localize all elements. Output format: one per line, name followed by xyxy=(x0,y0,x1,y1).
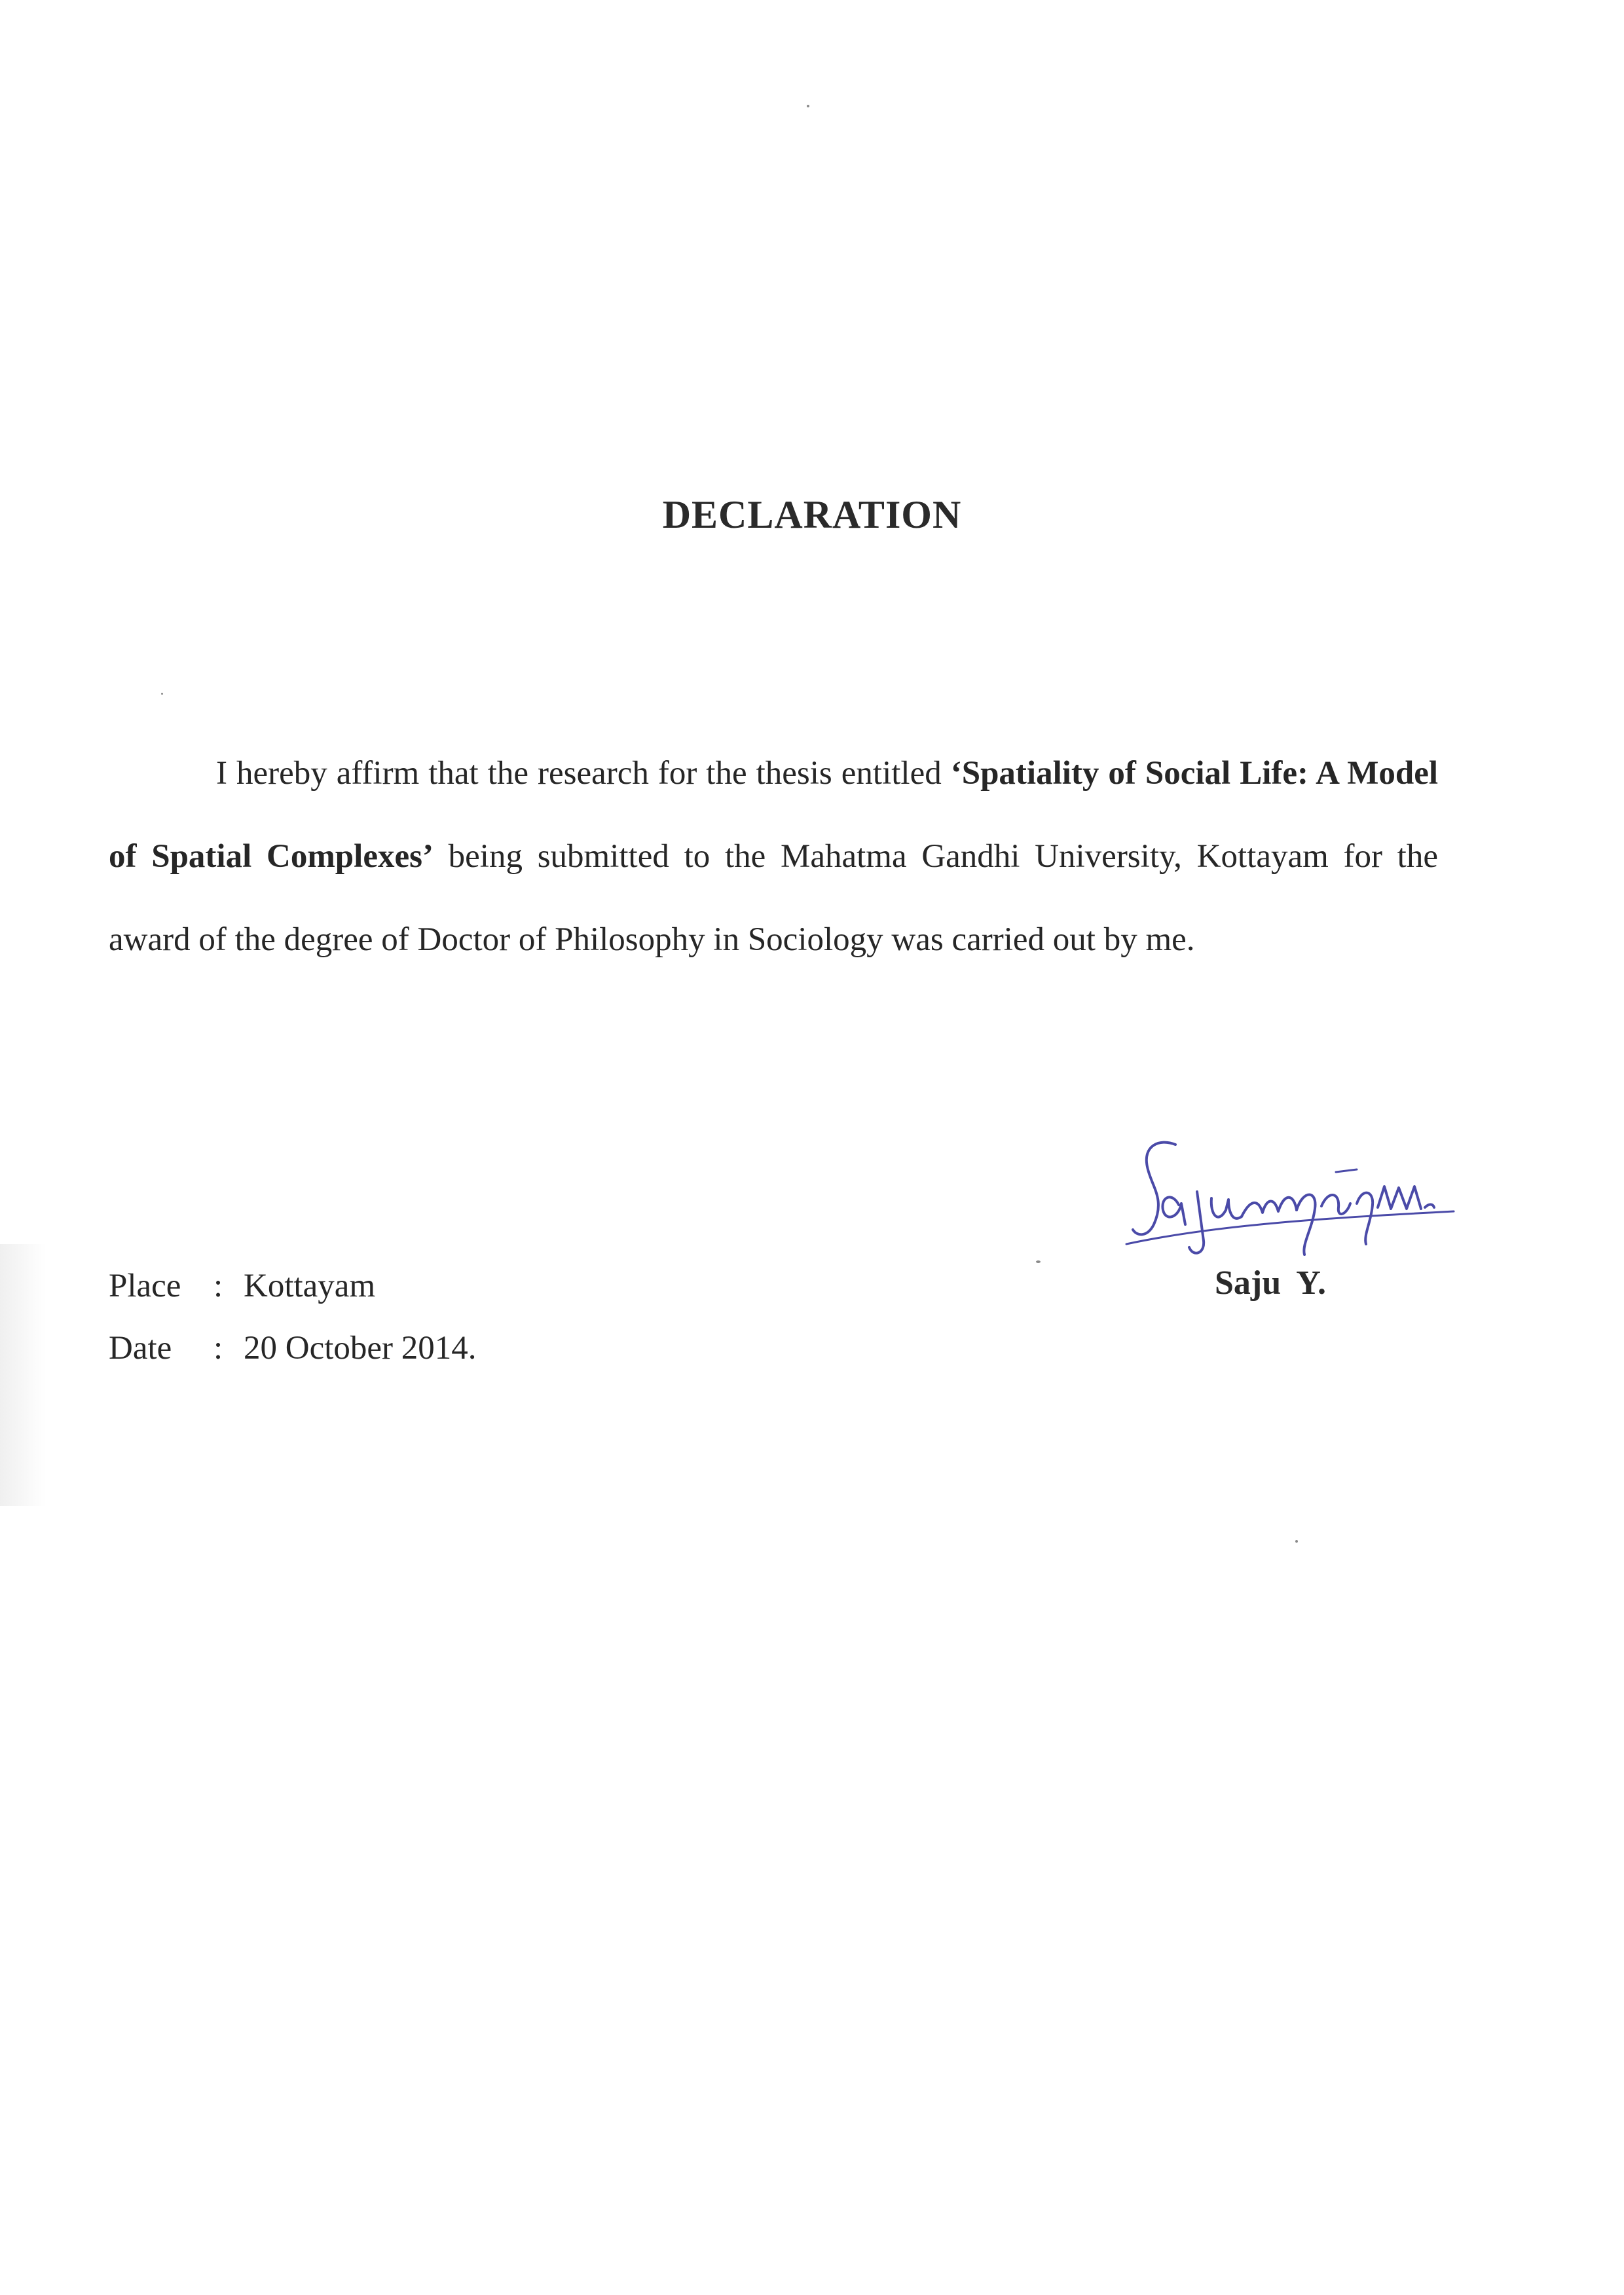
place-line xyxy=(109,1267,375,1305)
place-label: Place xyxy=(109,1268,181,1304)
declaration-paragraph xyxy=(109,732,1438,982)
handwritten-signature xyxy=(1113,1126,1480,1264)
date-separator: : xyxy=(213,1330,223,1367)
scan-speck xyxy=(807,105,809,107)
date-label: Date xyxy=(109,1330,172,1367)
page-title: DECLARATION xyxy=(662,493,962,536)
scan-speck xyxy=(1036,1260,1041,1263)
signer-name: Saju Y. xyxy=(1214,1264,1326,1302)
date-line xyxy=(109,1329,477,1367)
paragraph-rest: being submitted to the Mahatma Gandhi University, Kottayam for the award of the degree of Doctor of Philosophy in Sociology was carried out by me. xyxy=(109,838,1438,958)
scan-speck xyxy=(161,693,163,695)
paragraph-intro: I hereby affirm that the research for the thesis entitled xyxy=(216,755,951,792)
scan-speck xyxy=(1295,1540,1298,1543)
scan-shadow xyxy=(0,1244,46,1506)
thesis-title: ‘Spatiality of Social Life: A Model of Spatial Complexes’ xyxy=(109,755,1438,875)
date-value: 20 October 2014. xyxy=(244,1330,477,1367)
place-value: Kottayam xyxy=(244,1268,376,1304)
signature-area xyxy=(1113,1126,1480,1264)
place-separator: : xyxy=(213,1268,223,1304)
